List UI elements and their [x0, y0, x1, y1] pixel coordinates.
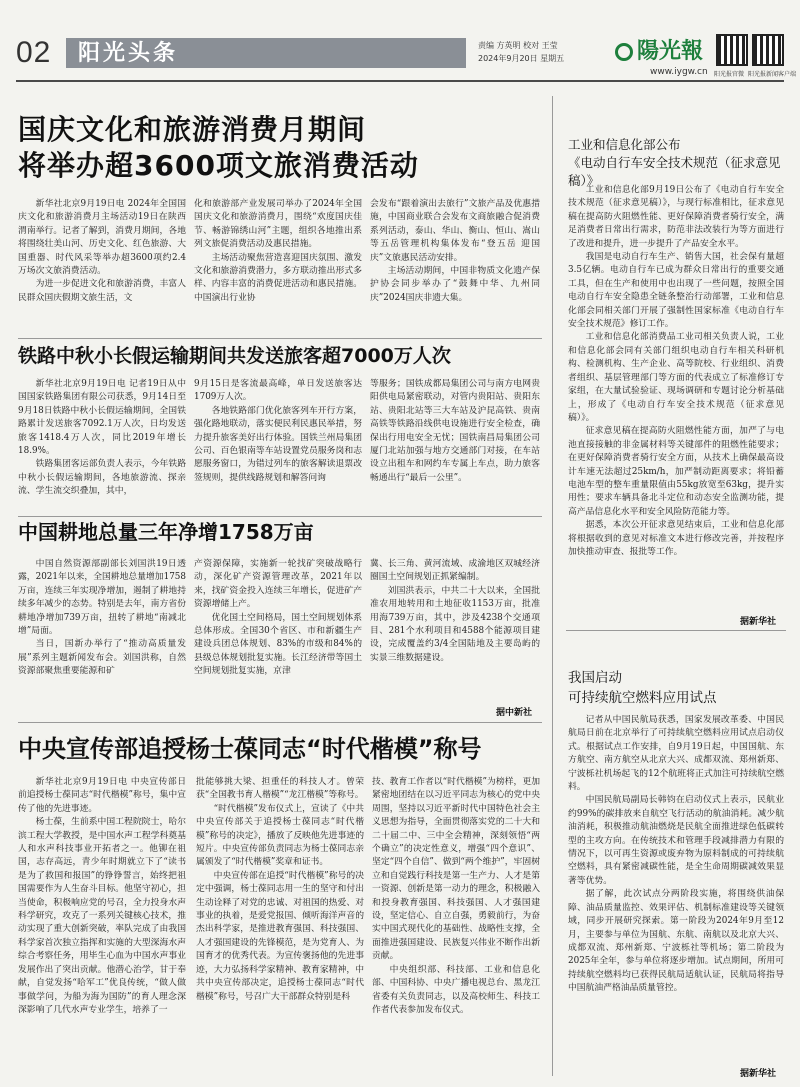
paragraph: 据悉，本次公开征求意见结束后，工业和信息化部将根据收到的意见对标准文本进行修改完善，并按程序加快推动审查、报批等工作。	[568, 520, 784, 557]
article4-column-1	[18, 776, 186, 1078]
paragraph: 据了解，此次试点分两阶段实施，将围绕供油保障、油品质量监控、效果评估、机制标准建设等关键领域，同步开展研究探索。第一阶段为2024年9月至12月，主要参与单位为国航、东航、南航以及北京大兴、成都双流、郑州新郑、宁波栎社等机场；第二阶段为2025年全年，参与单位将逐步增加。试点期间，所用可持续航空燃料均已获得民航局适航认证，民航局将指导中国航油严格油品质量管控。	[568, 889, 784, 994]
paragraph: 工业和信息化部消费品工业司相关负责人说，工业和信息化部会同有关部门组织电动自行车相关科研机构、检测机构、生产企业、高等院校、行业组织、消费者组织、基层管理部门等方面的代表成立了标准修订专家组，在大量试验验证、现场调研和专题讨论分析基础上，形成了《电动自行车安全技术规范（征求意见稿）》。	[568, 332, 784, 423]
article4-column-3	[372, 776, 540, 1078]
section-title: 阳光头条	[78, 40, 179, 66]
paragraph: 产资源保障，实施新一轮找矿突破战略行动，深化矿产资源管理改革，2021年以来，找矿资金投入连续三年增长，促进矿产资源增储上产。	[194, 559, 362, 610]
article1-headline-line2: 将举办超3600项文旅消费活动	[18, 149, 419, 182]
paragraph: 杨士葆，生前系中国工程院院士，哈尔滨工程大学教授，是中国水声工程学科奠基人和水声科技事业开拓者之一。他铆在祖国，志存高远，青少年时期就立下了“读书是为了救国和报国”的铮铮誓言，始终把祖国需要作为人生奋斗目标。他坚守初心，担当使命，积极响应党的号召，全力投身水声科学研究，攻克了一系列关键核心技术，推动实现了重大创新突破，率队完成了由我国科学家首次独立指挥和实施的大型深海水声综合考察任务，用毕生心血为中国水声事业发展作出了突出贡献。他潜心治学，甘于奉献，自觉发扬“哈军工”优良传统，“做人做事做学问，为船为海为国防”的育人理念深深影响了几代水声专业学生，培养了一	[18, 817, 186, 1015]
masthead-logo[interactable]	[615, 34, 703, 65]
article3-column-1	[18, 558, 186, 718]
qr-code-icon[interactable]	[716, 34, 748, 66]
issue-date: 2024年9月20日 星期五	[478, 54, 565, 63]
article3-column-3	[370, 558, 540, 704]
article1-column-1	[18, 198, 186, 334]
qr-code-icon[interactable]	[752, 34, 784, 66]
paper-name: 陽光報	[637, 38, 704, 64]
article2-column-3	[370, 378, 540, 514]
divider	[18, 516, 542, 517]
side2-body	[568, 714, 784, 1062]
article1-column-3	[370, 198, 540, 334]
side2-headline-line1: 我国启动	[568, 670, 622, 686]
paragraph: 主场活动期间，中国非物质文化遗产保护协会同步举办了“鼓舞中华、九州同庆”2024国庆非遗大集。	[370, 266, 540, 303]
paragraph: 记者从中国民航局获悉，国家发展改革委、中国民航局日前在北京举行了可持续航空燃料应用试点启动仪式。根据试点工作安排，自9月19日起，中国国航、东方航空、南方航空从北京大兴、成都双流、郑州新郑、宁波栎社机场起飞的12个航班将正式加注可持续航空燃料。	[568, 715, 784, 793]
qr-label: 阳光报官微	[714, 71, 745, 78]
paragraph: 工业和信息化部9月19日公布了《电动自行车安全技术规范（征求意见稿）》，与现行标准相比，征求意见稿在提高防火阻燃性能、更好保障消费者骑行安全，满足消费者日常出行需求，防范非法改装行为等方面进行了改进和提升，进一步提升了产品安全水平。	[568, 185, 784, 249]
side1-kicker: 工业和信息化部公布	[568, 137, 681, 152]
article3-headline: 中国耕地总量三年净增1758万亩	[18, 520, 314, 544]
header-rule	[16, 80, 784, 82]
paragraph: 新华社北京9月19日电 中央宣传部日前追授杨士葆同志“时代楷模”称号，集中宣传了他的先进事迹。	[18, 777, 186, 814]
side2-source: 据新华社	[740, 1069, 777, 1079]
side1-source: 据新华社	[740, 617, 777, 627]
paragraph: 9月15日是客流最高峰，单日发送旅客达1709万人次。	[194, 379, 362, 403]
paragraph: 中央宣传部在追授“时代楷模”称号的决定中强调，杨士葆同志用一生的坚守和付出生动诠释了对党的忠诚、对祖国的热爱、对事业的执着，是爱党报国、倾听海洋声音的杰出科学家，是推进教育强国、科技强国、人才强国建设的先锋模范，是为党育人、为国育才的优秀代表。为宣传褒扬他的先进事迹，大力弘扬科学家精神、教育家精神，中共中央宣传部决定，追授杨士葆同志“时代楷模”称号，号召广大干部群众特别是科	[196, 870, 364, 1002]
paragraph: 等服务；国铁成都局集团公司与南方电网贵阳供电局紧密联动，对管内贵阳站、贵阳东站、贵阳北站等三大车站及沪昆高铁、贵南高铁等铁路沿线供电设施进行安全检查，确保出行用电安全无忧；国铁南昌局集团公司厦门北站加强与地方交通部门对接，在车站设立出租车和网约车专属上车点，助力旅客畅通出行“最后一公里”。	[370, 379, 540, 483]
paragraph: 批能够挑大梁、担重任的科技人才。曾荣获“全国教书育人楷模”“龙江楷模”等称号。	[196, 777, 364, 801]
paragraph: 中国民航局副局长韩钧在启动仪式上表示，民航业约99%的碳排放来自航空飞行活动的航油消耗。减少航油消耗，积极推动航油燃烧是民航全面推进绿色低碳转型的主攻方向。在传统技术和管理手段减排潜力有限的情况下，以可再生资源或废弃物为原料制成的可持续航空燃料，具有紧密减碳性能，是全生命周期碳减效果显著等优势。	[568, 795, 784, 886]
paragraph: 刘国洪表示，中共二十大以来，全国批准农用地转用和土地征收1153万亩，批准用海739万亩，其中，涉及4238个交通项目、281个水利项目和4588个能源项目建设，完成覆盖约3/4全国陆地及主要岛屿的实景三维数据建设。	[370, 585, 540, 663]
paragraph: 新华社北京9月19日电 记者19日从中国国家铁路集团有限公司获悉，9月14日至9月18日铁路中秋小长假运输期间，全国铁路累计发送旅客7092.1万人次，日均发送旅客1418.4万人次，同比2019年增长18.9%。	[18, 379, 186, 457]
paragraph: 各地铁路部门优化旅客列车开行方案，强化路地联动，落实便民利民惠民举措，努力提升旅客美好出行体验。国铁兰州局集团公司、百色银南等车站设置党员服务岗和志愿服务窗口，为错过列车的旅客解读退票改签规则，提供线路规划和解答问询	[194, 405, 362, 483]
paragraph: 化和旅游部产业发展司举办了2024年全国国庆文化和旅游消费月，围绕“欢度国庆佳节、畅游锦绣山河”主题，组织各地推出系列文旅促消费活动及惠民措施。	[194, 199, 362, 250]
side1-body	[568, 184, 784, 612]
article2-headline: 铁路中秋小长假运输期间共发送旅客超7000万人次	[18, 345, 451, 367]
divider	[566, 630, 786, 631]
paragraph: 优化国土空间格局，国土空间规划体系总体形成。全国30个省区、市和新疆生产建设兵团总体规划、83%的市级和84%的县级总体规划批复实施。长江经济带等国土空间规划批复实施，京津	[194, 612, 362, 677]
paragraph: 为进一步促进文化和旅游消费，丰富人民群众国庆假期文旅生活，文	[18, 279, 186, 303]
paragraph: 中央组织部、科技部、工业和信息化部、中国科协、中央广播电视总台、黑龙江省委有关负责同志，以及高校师生、科技工作者代表参加发布仪式。	[372, 964, 540, 1015]
article2-column-2	[194, 378, 362, 514]
paragraph: 主场活动聚焦营造喜迎国庆氛围、激发文化和旅游消费潜力，多方联动推出形式多样、内容丰富的消费促进活动和惠民措施。中国演出行业协	[194, 252, 362, 303]
paragraph: 铁路集团客运部负责人表示，今年铁路中秋小长假运输期间，各地旅游流、探亲流、学生流交织叠加，其中，	[18, 459, 186, 497]
paragraph: 新华社北京9月19日电 2024年全国国庆文化和旅游消费月主场活动19日在陕西渭南举行。记者了解到，消费月期间，各地将围绕壮美山河、历史文化、红色旅游、大国重器、时代风采等举办超3600项约2.4万场次文旅消费活动。	[18, 199, 186, 277]
editor-credits: 责编 方英明 校对 王莹	[478, 41, 558, 50]
side2-headline-line2: 可持续航空燃料应用试点	[568, 690, 717, 706]
paragraph: 中国自然资源部副部长刘国洪19日透露，2021年以来，全国耕地总量增加1758万亩，连续三年实现净增加，遏制了耕地持续多年减少的态势。特别是去年，南方省份耕地净增加739万亩，扭转了耕地“南减北增”局面。	[18, 559, 186, 637]
article2-column-1	[18, 378, 186, 514]
qr-label: 阳光报新闻客户端	[748, 71, 797, 78]
paragraph: 当日，国新办举行了“推动高质量发展”系列主题新闻发布会。刘国洪称，自然资源部聚焦重要能源和矿	[18, 639, 186, 677]
article3-column-2	[194, 558, 362, 718]
paragraph: 冀、长三角、黄河流域、成渝地区双城经济圈国土空间规划正抓紧编制。	[370, 559, 540, 583]
side1-headline: 《电动自行车安全技术规范（征求意见稿）》	[568, 155, 781, 188]
article4-headline: 中央宣传部追授杨士葆同志“时代楷模”称号	[18, 735, 482, 763]
paragraph: 我国是电动自行车生产、销售大国，社会保有量超3.5亿辆。电动自行车已成为群众日常出行的重要交通工具，但在生产和使用中也出现了一些问题，按照全国电动自行车安全隐患全链条整治行动部署，工业和信息化部会同相关部门开展了强制性国家标准《电动自行车安全技术规范》修订工作。	[568, 252, 784, 330]
article1-column-2	[194, 198, 362, 334]
article4-column-2	[196, 776, 364, 1078]
page-number: 02	[16, 36, 52, 69]
article1-headline-line1: 国庆文化和旅游消费月期间	[18, 113, 367, 146]
article3-source: 据中新社	[496, 708, 533, 718]
divider	[18, 722, 542, 723]
paragraph: 会发布“跟着演出去旅行”文旅产品及优惠措施，中国商业联合会发布文商旅融合促消费系列活动，泰山、华山、衡山、恒山、嵩山等五岳管理机构集体发布“登五岳 迎国庆”文旅惠民活动安排。	[370, 199, 540, 263]
sidebar-divider	[552, 96, 553, 1076]
paragraph: 技、教育工作者以“时代楷模”为榜样，更加紧密地团结在以习近平同志为核心的党中央周围，坚持以习近平新时代中国特色社会主义思想为指导，全面贯彻落实党的二十大和二十届二中、三中全会精神，深刻领悟“两个确立”的决定性意义，增强“四个意识”、坚定“四个自信”、做到“两个维护”，牢固树立和自觉践行科技是第一生产力、人才是第一资源、创新是第一动力的理念，积极融入和投身教育强国、科技强国、人才强国建设，坚定信心、自立自强，勇毅前行，为奋实中国式现代化的基础性、战略性支撑，全面推进强国建设、民族复兴伟业不断作出新贡献。	[372, 777, 540, 962]
paragraph: “时代楷模”发布仪式上，宣读了《中共中央宣传部关于追授杨士葆同志“时代楷模”称号的决定》，播放了反映他先进事迹的短片。中央宣传部负责同志为杨士葆同志亲属颁发了“时代楷模”奖章和证书。	[196, 803, 364, 868]
divider	[18, 338, 542, 339]
website-url[interactable]: www.iygw.cn	[650, 67, 708, 77]
paragraph: 征求意见稿在提高防火阻燃性能方面，加严了与电池直接接触的非金属材料等关键部件的阻燃性能要求；在更好保障消费者骑行安全方面，从技术上确保最高设计车速无法超过25km/h，加严制动距离要求；将铅蓄电池车型的整车重量限值由55kg放宽至63kg，提升实用性；要求车辆具备北斗定位和动态安全监测功能，提高产品信息化水平和安全风险防范能力等。	[568, 426, 784, 517]
sun-logo-icon	[615, 43, 633, 61]
